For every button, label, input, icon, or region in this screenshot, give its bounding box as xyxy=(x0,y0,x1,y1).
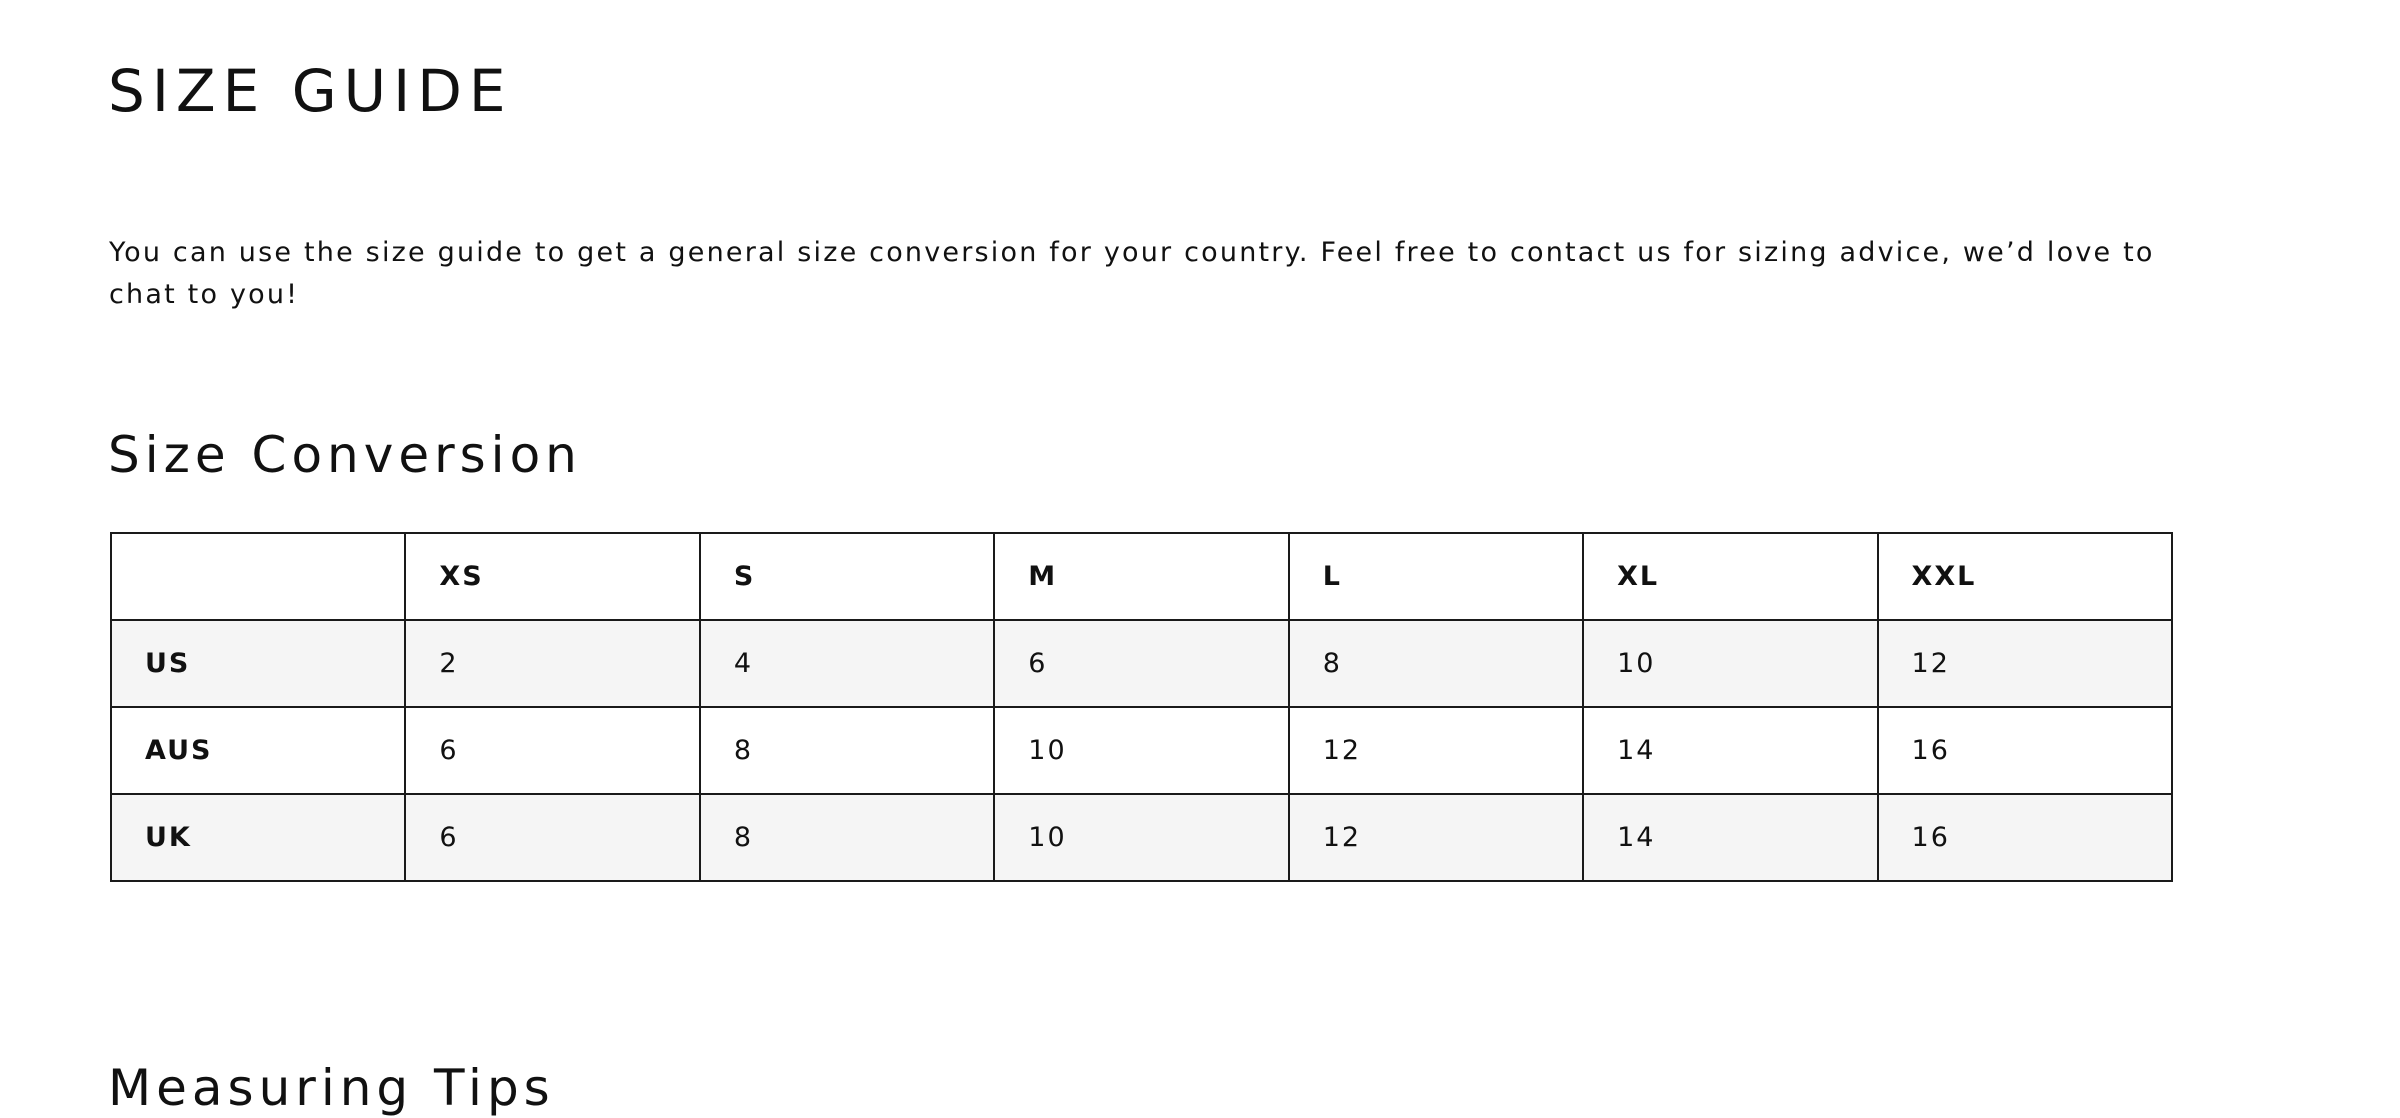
table-cell: 6 xyxy=(405,794,699,881)
table-cell: 12 xyxy=(1878,620,2172,707)
table-cell: 8 xyxy=(700,794,994,881)
table-cell: 16 xyxy=(1878,794,2172,881)
table-cell: 12 xyxy=(1289,794,1583,881)
table-cell: 10 xyxy=(994,794,1288,881)
size-header-xxl: XXL xyxy=(1878,533,2172,620)
size-conversion-heading: Size Conversion xyxy=(108,426,582,484)
table-cell: 8 xyxy=(1289,620,1583,707)
table-cell: 2 xyxy=(405,620,699,707)
page-title: SIZE GUIDE xyxy=(108,57,513,125)
measuring-tips-heading: Measuring Tips xyxy=(108,1059,555,1117)
region-label-aus: AUS xyxy=(111,707,405,794)
size-header-l: L xyxy=(1289,533,1583,620)
table-cell: 6 xyxy=(994,620,1288,707)
table-cell: 14 xyxy=(1583,794,1877,881)
table-corner-cell xyxy=(111,533,405,620)
table-cell: 8 xyxy=(700,707,994,794)
size-conversion-table xyxy=(110,532,2173,882)
table-cell: 14 xyxy=(1583,707,1877,794)
table-header-row xyxy=(111,533,2172,620)
table-row xyxy=(111,620,2172,707)
table-cell: 12 xyxy=(1289,707,1583,794)
table-row xyxy=(111,707,2172,794)
size-header-m: M xyxy=(994,533,1288,620)
table-row xyxy=(111,794,2172,881)
intro-text: You can use the size guide to get a general size conversion for your country. Feel free to contact us for sizing advice, we’d love to chat to you! xyxy=(109,237,2155,310)
size-header-xl: XL xyxy=(1583,533,1877,620)
table-cell: 10 xyxy=(994,707,1288,794)
region-label-us: US xyxy=(111,620,405,707)
table-cell: 4 xyxy=(700,620,994,707)
table-cell: 6 xyxy=(405,707,699,794)
region-label-uk: UK xyxy=(111,794,405,881)
table-cell: 10 xyxy=(1583,620,1877,707)
table-cell: 16 xyxy=(1878,707,2172,794)
size-header-xs: XS xyxy=(405,533,699,620)
size-header-s: S xyxy=(700,533,994,620)
